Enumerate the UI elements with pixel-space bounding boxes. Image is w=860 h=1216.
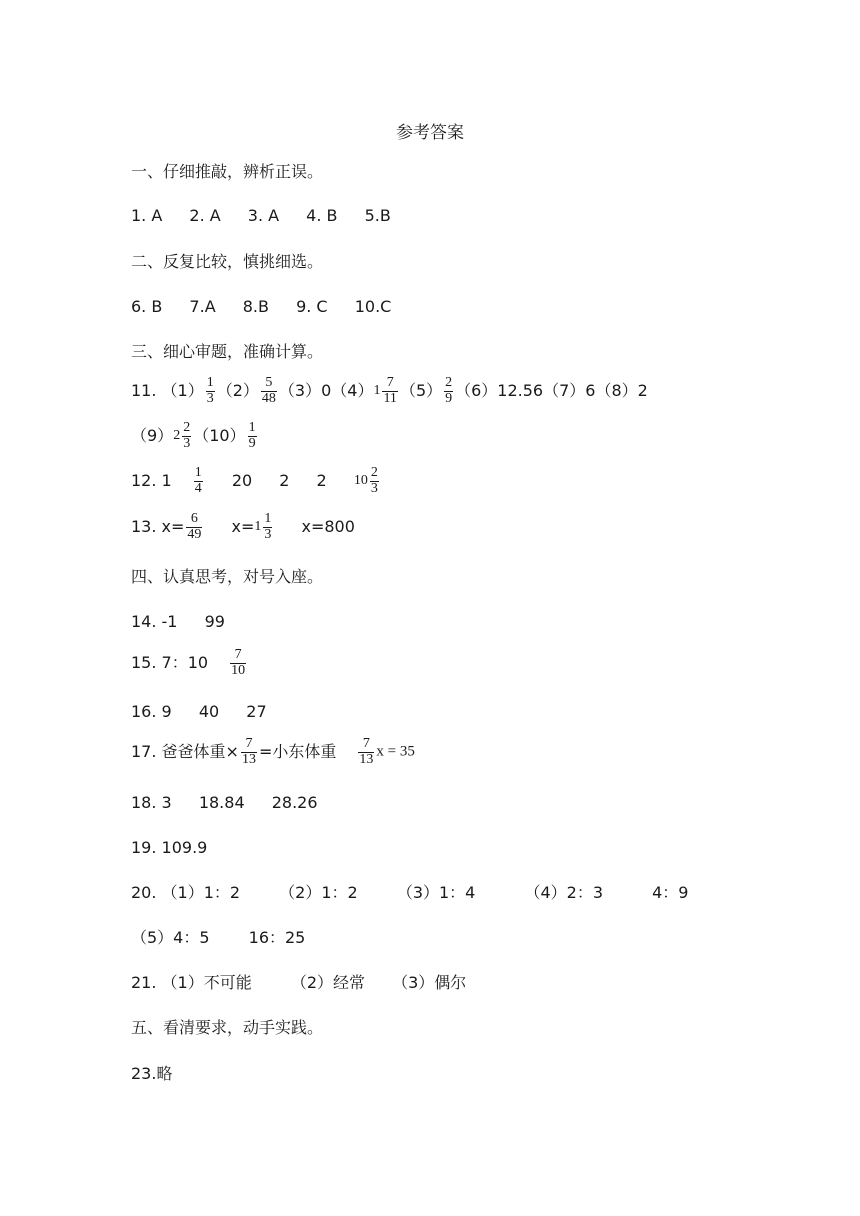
- mixed-number-whole: 1: [254, 519, 262, 535]
- answer-17: [131, 737, 415, 767]
- q16-value-3: 27: [246, 702, 267, 721]
- fraction: $\frac{1}{3}$: [264, 511, 272, 542]
- fraction: $\frac{1}{4}$: [194, 465, 202, 496]
- answer-1: 1. A: [131, 206, 163, 225]
- q11-part-10: （10）: [193, 425, 246, 445]
- q17-equation: x = 35: [376, 743, 415, 760]
- mixed-number-whole: 1: [373, 383, 381, 399]
- answer-18: [131, 795, 318, 811]
- q20-part-4: （4）2：3: [524, 883, 603, 902]
- answer-3: 3. A: [247, 206, 280, 225]
- answer-15: [131, 648, 248, 678]
- q13-part-1: 13. x=: [131, 516, 185, 536]
- q20-part-5b: 16：25: [248, 928, 306, 947]
- section-heading-3: 三、细心审题，准确计算。: [131, 342, 324, 361]
- mixed-number-whole: 2: [173, 428, 181, 444]
- answer-6: 6. B: [131, 297, 163, 316]
- fraction: $\frac{1}{9}$: [248, 420, 256, 451]
- answer-11-line-2: [131, 421, 259, 451]
- q20-part-3: （3）1：4: [396, 883, 476, 902]
- fraction: $\frac{2}{9}$: [445, 375, 453, 406]
- q21-part-3: （3）偶尔: [392, 973, 467, 992]
- q15-ratio: 15. 7：10: [131, 652, 209, 672]
- q11-part-3: （3）0（4）: [278, 380, 374, 400]
- answer-12: [131, 466, 381, 496]
- q16-value-1: 16. 9: [131, 702, 172, 721]
- q20-part-1: 20. （1）1：2: [131, 883, 241, 902]
- q12-value-2: 2: [279, 470, 290, 490]
- answer-16: [131, 704, 267, 720]
- answer-21: [131, 975, 466, 991]
- answer-20-line-1: [131, 885, 688, 901]
- q17-part-2: =小东体重: [258, 741, 337, 761]
- q16-value-2: 40: [198, 702, 220, 721]
- q11-part-5: （5）: [399, 380, 443, 400]
- fraction: $\frac{2}{3}$: [370, 465, 378, 496]
- fraction: $\frac{2}{3}$: [183, 420, 191, 451]
- q13-part-3: x=800: [301, 516, 355, 536]
- answer-20-line-2: [131, 930, 305, 946]
- mixed-number-whole: 10: [353, 473, 368, 489]
- answers-row-1: [131, 208, 391, 224]
- q20-part-2: （2）1：2: [279, 883, 358, 902]
- q18-value-3: 28.26: [271, 793, 318, 812]
- answer-14: [131, 614, 225, 630]
- q14-value-2: 99: [204, 612, 225, 631]
- q20-part-5: （5）4：5: [131, 928, 210, 947]
- q11-part-2: （2）: [216, 380, 259, 400]
- section-heading-4: 四、认真思考，对号入座。: [131, 567, 324, 586]
- page-title: 参考答案: [396, 123, 464, 143]
- answer-7: 7.A: [189, 297, 216, 316]
- answer-2: 2. A: [189, 206, 221, 225]
- fraction: $\frac{7}{13}$: [241, 736, 256, 767]
- q11-part-6: （6）12.56（7）6（8）2: [455, 380, 648, 400]
- fraction: $\frac{7}{13}$: [359, 736, 374, 767]
- q18-value-1: 18. 3: [131, 793, 172, 812]
- fraction: $\frac{6}{49}$: [187, 511, 202, 542]
- q20-part-4b: 4：9: [652, 883, 689, 902]
- section-heading-1: 一、仔细推敲，辨析正误。: [131, 162, 324, 181]
- answer-11-line-1: [131, 376, 648, 406]
- answer-19: 19. 109.9: [131, 838, 208, 857]
- answer-9: 9. C: [296, 297, 328, 316]
- q21-part-2: （2）经常: [290, 973, 365, 992]
- fraction: $\frac{7}{10}$: [231, 647, 246, 678]
- q14-value-1: 14. -1: [131, 612, 178, 631]
- section-heading-5: 五、看清要求，动手实践。: [131, 1018, 324, 1037]
- q21-part-1: 21. （1）不可能: [131, 973, 252, 992]
- answer-8: 8.B: [242, 297, 269, 316]
- q11-part-1: 11. （1）: [131, 380, 204, 400]
- answers-row-2: [131, 299, 391, 315]
- q11-part-9: （9）: [131, 425, 174, 445]
- q18-value-2: 18.84: [198, 793, 245, 812]
- q17-part-1: 17. 爸爸体重×: [131, 741, 239, 761]
- q13-part-2: x=: [231, 516, 255, 536]
- q12-part-1: 12. 1: [131, 470, 172, 490]
- answer-13: [131, 512, 355, 542]
- fraction: $\frac{1}{3}$: [206, 375, 214, 406]
- answer-4: 4. B: [306, 206, 338, 225]
- section-heading-2: 二、反复比较，慎挑细选。: [131, 252, 324, 271]
- answer-5: 5.B: [364, 206, 391, 225]
- answer-10: 10.C: [354, 297, 392, 316]
- q12-value-1: 20: [231, 470, 253, 490]
- fraction: $\frac{7}{11}$: [383, 375, 397, 406]
- q12-value-3: 2: [316, 470, 327, 490]
- answer-23: 23.略: [131, 1064, 173, 1083]
- fraction: $\frac{5}{48}$: [261, 375, 276, 406]
